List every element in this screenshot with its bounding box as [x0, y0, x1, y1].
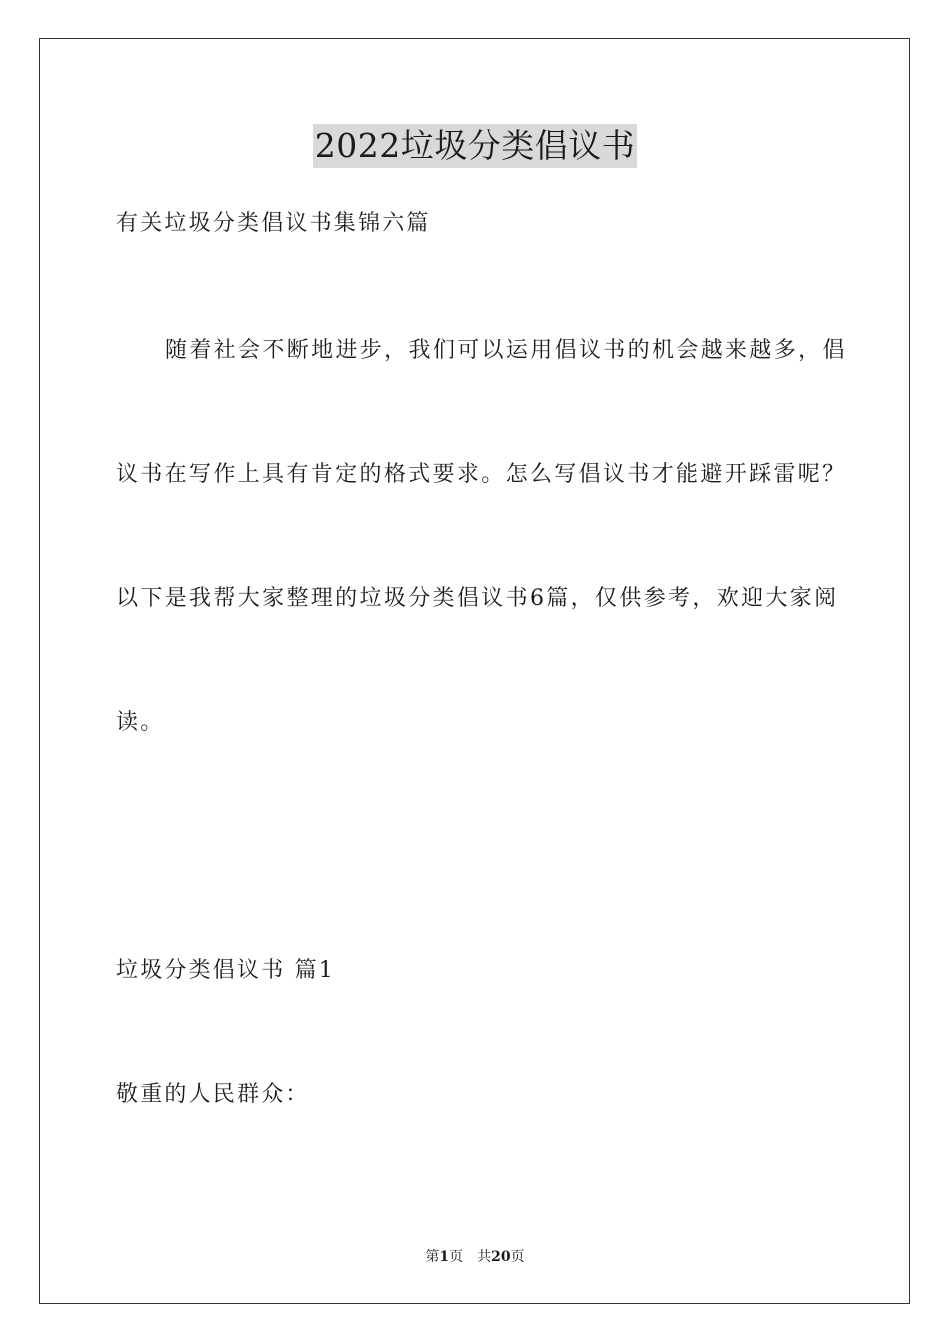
document-title: 2022垃圾分类倡议书 [313, 124, 637, 168]
paragraph-line-4: 读。 [116, 710, 165, 735]
paragraph-line-3: 以下是我帮大家整理的垃圾分类倡议书6篇，仅供参考，欢迎大家阅 [116, 586, 839, 611]
salutation: 敬重的人民群众： [116, 1082, 310, 1107]
paragraph-line-1 [116, 336, 847, 366]
footer-page-number: 1 [439, 1249, 450, 1265]
title-container [0, 124, 950, 168]
footer-page-prefix: 第 [425, 1249, 440, 1265]
footer-total-pages: 20 [491, 1249, 511, 1265]
document-subtitle: 有关垃圾分类倡议书集锦六篇 [116, 211, 431, 236]
paragraph-line-2: 议书在写作上具有肯定的格式要求。怎么写倡议书才能避开踩雷呢？ [116, 462, 847, 487]
footer-total-prefix: 共 [477, 1249, 492, 1265]
page-footer [0, 1247, 950, 1267]
footer-page-suffix: 页 [449, 1249, 464, 1265]
section-heading: 垃圾分类倡议书 篇1 [116, 958, 335, 983]
footer-total-suffix: 页 [510, 1249, 525, 1265]
paragraph-line-1-text: 随着社会不断地进步，我们可以运用倡议书的机会越来越多，倡 [165, 338, 847, 363]
